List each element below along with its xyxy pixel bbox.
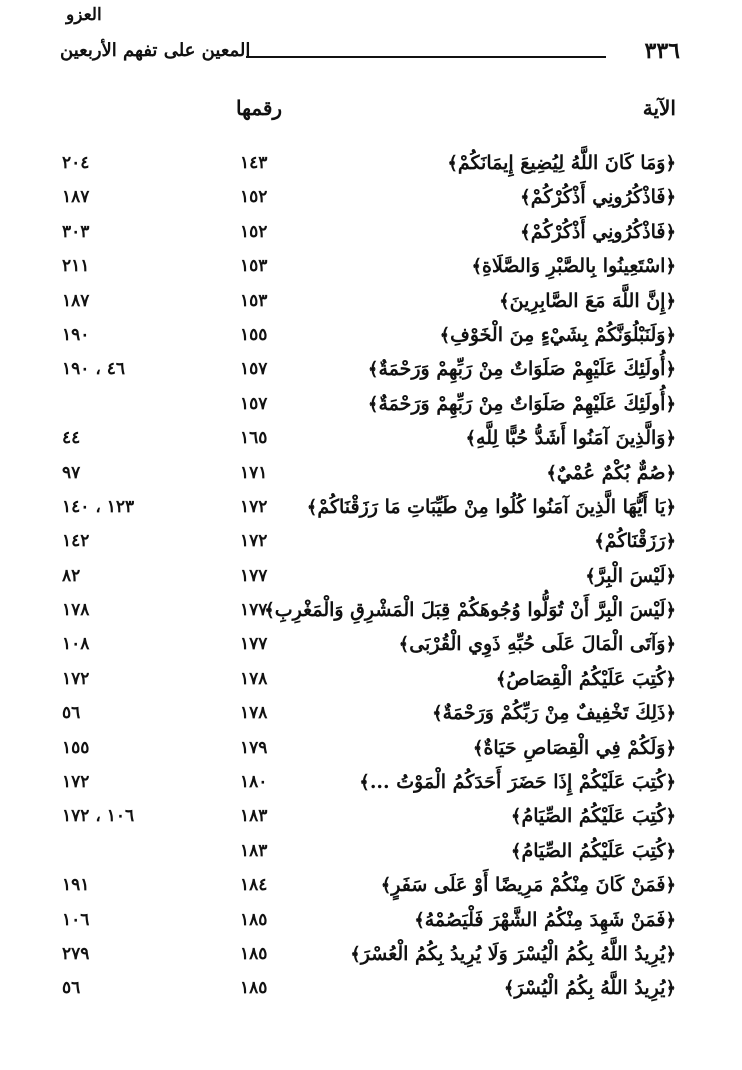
verse-words: فَمَنْ شَهِدَ مِنْكُمُ الشَّهْرَ فَلْيَصُمْهُ [424,908,666,931]
table-row [0,733,742,767]
verse-text [368,389,676,423]
open-bracket: ﴿ [665,359,676,381]
table-row [0,320,742,354]
verse-words: لَيْسَ الْبِرَّ [595,564,666,587]
verse-words: إِنَّ اللَّهَ مَعَ الصَّابِرِينَ [509,289,666,312]
close-bracket: ﴾ [472,737,484,759]
table-row [0,698,742,732]
verse-words: اسْتَعِينُوا بِالصَّبْرِ وَالصَّلَاةِ [481,255,666,278]
verse-number: ١٧٧ [240,634,268,655]
table-row [0,354,742,388]
verse-text [465,423,676,457]
table-row [0,148,742,182]
close-bracket: ﴾ [414,909,425,931]
close-bracket: ﴾ [367,359,379,381]
header-rule [246,56,606,58]
open-bracket: ﴿ [665,875,676,897]
page-reference: ١٥٥ [62,737,90,758]
page-reference: ١٧٨ [62,600,90,621]
page-reference: ١٨٧ [62,290,90,311]
verse-text [440,320,676,354]
close-bracket: ﴾ [264,600,275,622]
close-bracket: ﴾ [495,668,507,690]
close-bracket: ﴾ [471,256,482,278]
verse-text [447,148,676,182]
verse-number: ١٧٢ [240,531,268,552]
verse-words: أُولَئِكَ عَلَيْهِمْ صَلَوَاتٌ مِنْ رَبِّهِمْ وَرَحْمَةٌ [378,392,666,415]
verse-text [520,217,676,251]
verse-number: ١٥٢ [240,221,268,242]
page-number: ٣٣٦ [644,38,680,64]
verse-number: ١٥٣ [240,256,268,277]
page-reference: ٥٦ [62,978,81,999]
page-reference: ١٠٦ ، ١٧٢ [62,806,135,827]
verse-words: رَزَقْنَاكُمْ [604,530,666,553]
close-bracket: ﴾ [510,806,522,828]
verse-words: ذَلِكَ تَخْفِيفٌ مِنْ رَبِّكُمْ وَرَحْمَةٌ [442,702,666,725]
open-bracket: ﴿ [665,806,676,828]
verse-words: كُتِبَ عَلَيْكُمُ الصِّيَامُ [521,839,666,862]
table-row [0,286,742,320]
page-reference: ١٤٢ [62,531,90,552]
open-bracket: ﴿ [665,600,676,622]
verse-text [511,801,676,835]
open-bracket: ﴿ [665,772,676,794]
table-row [0,905,742,939]
verse-number: ١٧٧ [240,565,268,586]
verse-text [432,698,676,732]
verse-number: ١٨٣ [240,840,268,861]
open-bracket: ﴿ [665,428,676,450]
column-header-number: رقمها [236,96,283,120]
verse-text [520,182,676,216]
page-reference: ١٩٠ [62,324,90,345]
verse-number: ١٥٥ [240,324,268,345]
page-reference: ٢٧٩ [62,943,90,964]
page-reference: ٤٤ [62,428,81,449]
page-reference: ١٧٢ [62,772,90,793]
verse-words: وَلَنَبْلُوَنَّكُمْ بِشَيْءٍ مِنَ الْخَوْفِ [450,323,666,346]
verse-words: كُتِبَ عَلَيْكُمْ إِذَا حَضَرَ أَحَدَكُمُ الْمَوْتُ ... [369,771,666,794]
verse-text [350,939,676,973]
verse-index-table [0,148,742,1008]
close-bracket: ﴾ [465,428,477,450]
table-row [0,939,742,973]
verse-number: ١٧٨ [240,703,268,724]
verse-text [499,286,676,320]
verse-number: ١٨٣ [240,806,268,827]
open-bracket: ﴿ [665,290,676,312]
verse-words: فَاذْكُرُونِي أَذْكُرْكُمْ [530,220,666,243]
page-reference: ١٠٦ [62,909,90,930]
open-bracket: ﴿ [665,978,676,1000]
verse-words: وَلَكُمْ فِي الْقِصَاصِ حَيَاةٌ [483,736,666,759]
verse-words: كُتِبَ عَلَيْكُمُ الصِّيَامُ [521,805,666,828]
close-bracket: ﴾ [350,943,361,965]
open-bracket: ﴿ [665,531,676,553]
verse-text [307,492,676,526]
open-bracket: ﴿ [665,840,676,862]
page-header [60,38,680,72]
open-bracket: ﴿ [665,324,676,346]
open-bracket: ﴿ [665,393,676,415]
verse-words: يُرِيدُ اللَّهُ بِكُمُ الْيُسْرَ وَلَا يُرِيدُ بِكُمُ الْعُسْرَ [360,942,666,965]
verse-text [585,561,676,595]
page-reference: ١٠٨ [62,634,90,655]
open-bracket: ﴿ [665,943,676,965]
page-reference: ٢١١ [62,256,90,277]
verse-words: فَاذْكُرُونِي أَذْكُرْكُمْ [530,186,666,209]
open-bracket: ﴿ [665,668,676,690]
verse-number: ١٦٥ [240,428,268,449]
book-title: المعين على تفهم الأربعين [60,40,251,61]
page-reference: ١٨٧ [62,187,90,208]
open-bracket: ﴿ [665,737,676,759]
verse-number: ١٨٥ [240,978,268,999]
verse-number: ١٧٩ [240,737,268,758]
verse-text [496,664,676,698]
page-reference: ١٢٣ ، ١٤٠ [62,496,135,517]
verse-number: ١٥٣ [240,290,268,311]
verse-text [473,733,676,767]
verse-text [368,354,676,388]
verse-words: فَمَنْ كَانَ مِنْكُمْ مَرِيضًا أَوْ عَلَى سَفَرٍ [391,874,666,897]
table-row [0,389,742,423]
table-row [0,526,742,560]
table-row [0,492,742,526]
verse-words: يُرِيدُ اللَّهُ بِكُمُ الْيُسْرَ [514,977,666,1000]
verse-text [511,836,676,870]
verse-words: وَالَّذِينَ آمَنُوا أَشَدُّ حُبًّا لِلَّهِ [476,427,666,450]
verse-text [399,629,676,663]
table-row [0,629,742,663]
open-bracket: ﴿ [665,909,676,931]
close-bracket: ﴾ [398,634,410,656]
open-bracket: ﴿ [665,565,676,587]
close-bracket: ﴾ [520,187,531,209]
open-bracket: ﴿ [665,496,676,518]
verse-text [594,526,676,560]
verse-number: ١٧١ [240,462,268,483]
table-row [0,870,742,904]
close-bracket: ﴾ [594,531,605,553]
verse-text [264,595,676,629]
table-row [0,182,742,216]
close-bracket: ﴾ [306,496,318,518]
close-bracket: ﴾ [359,772,370,794]
open-bracket: ﴿ [665,256,676,278]
close-bracket: ﴾ [367,393,379,415]
page-reference: ٤٦ ، ١٩٠ [62,359,125,380]
table-row [0,836,742,870]
verse-number: ١٨٤ [240,875,268,896]
verse-number: ١٥٧ [240,359,268,380]
open-bracket: ﴿ [665,462,676,484]
open-bracket: ﴿ [665,187,676,209]
verse-text [504,973,676,1007]
verse-number: ١٨٥ [240,909,268,930]
page-reference: ٨٢ [62,565,81,586]
open-bracket: ﴿ [665,634,676,656]
close-bracket: ﴾ [546,462,557,484]
table-row [0,217,742,251]
verse-words: أُولَئِكَ عَلَيْهِمْ صَلَوَاتٌ مِنْ رَبِّهِمْ وَرَحْمَةٌ [378,358,666,381]
table-row [0,423,742,457]
verse-text [546,458,676,492]
verse-number: ١٥٢ [240,187,268,208]
verse-words: صُمٌّ بُكْمٌ عُمْيٌ [556,461,666,484]
verse-number: ١٥٧ [240,393,268,414]
verse-number: ١٤٣ [240,153,268,173]
page-reference: ٢٠٤ [62,153,90,173]
verse-text [381,870,676,904]
close-bracket: ﴾ [447,153,458,174]
table-row [0,973,742,1007]
page-reference: ١٧٢ [62,668,90,689]
table-row [0,251,742,285]
open-bracket: ﴿ [665,703,676,725]
verse-words: وَمَا كَانَ اللَّهُ لِيُضِيعَ إِيمَانَكُمْ [457,152,666,174]
verse-words: لَيْسَ الْبِرَّ أَنْ تُوَلُّوا وُجُوهَكُمْ قِبَلَ الْمَشْرِقِ وَالْمَغْرِبِ [274,599,666,622]
verse-text [471,251,676,285]
close-bracket: ﴾ [380,875,392,897]
page-reference: ٣٠٣ [62,221,90,242]
page-reference: ٩٧ [62,462,81,483]
column-header-reference: العزو [66,5,102,25]
verse-text [414,905,676,939]
verse-words: كُتِبَ عَلَيْكُمُ الْقِصَاصُ [506,667,666,690]
verse-number: ١٧٢ [240,496,268,517]
table-row [0,801,742,835]
close-bracket: ﴾ [510,840,522,862]
column-header-verse: الآية [642,96,676,120]
table-row [0,458,742,492]
verse-words: يَا أَيُّهَا الَّذِينَ آمَنُوا كُلُوا مِنْ طَيِّبَاتِ مَا رَزَقْنَاكُمْ [317,495,666,518]
table-row [0,664,742,698]
verse-number: ١٨٠ [240,772,268,793]
table-row [0,767,742,801]
close-bracket: ﴾ [499,290,510,312]
verse-number: ١٧٧ [240,600,268,621]
table-row [0,561,742,595]
close-bracket: ﴾ [520,221,531,243]
close-bracket: ﴾ [585,565,596,587]
open-bracket: ﴿ [665,153,676,174]
page-reference: ١٩١ [62,875,90,896]
table-row [0,595,742,629]
close-bracket: ﴾ [439,324,451,346]
open-bracket: ﴿ [665,221,676,243]
close-bracket: ﴾ [503,978,515,1000]
page-reference: ٥٦ [62,703,81,724]
verse-text [359,767,676,801]
close-bracket: ﴾ [432,703,443,725]
verse-number: ١٨٥ [240,943,268,964]
verse-words: وَآتَى الْمَالَ عَلَى حُبِّهِ ذَوِي الْقُرْبَى [409,633,666,656]
verse-number: ١٧٨ [240,668,268,689]
